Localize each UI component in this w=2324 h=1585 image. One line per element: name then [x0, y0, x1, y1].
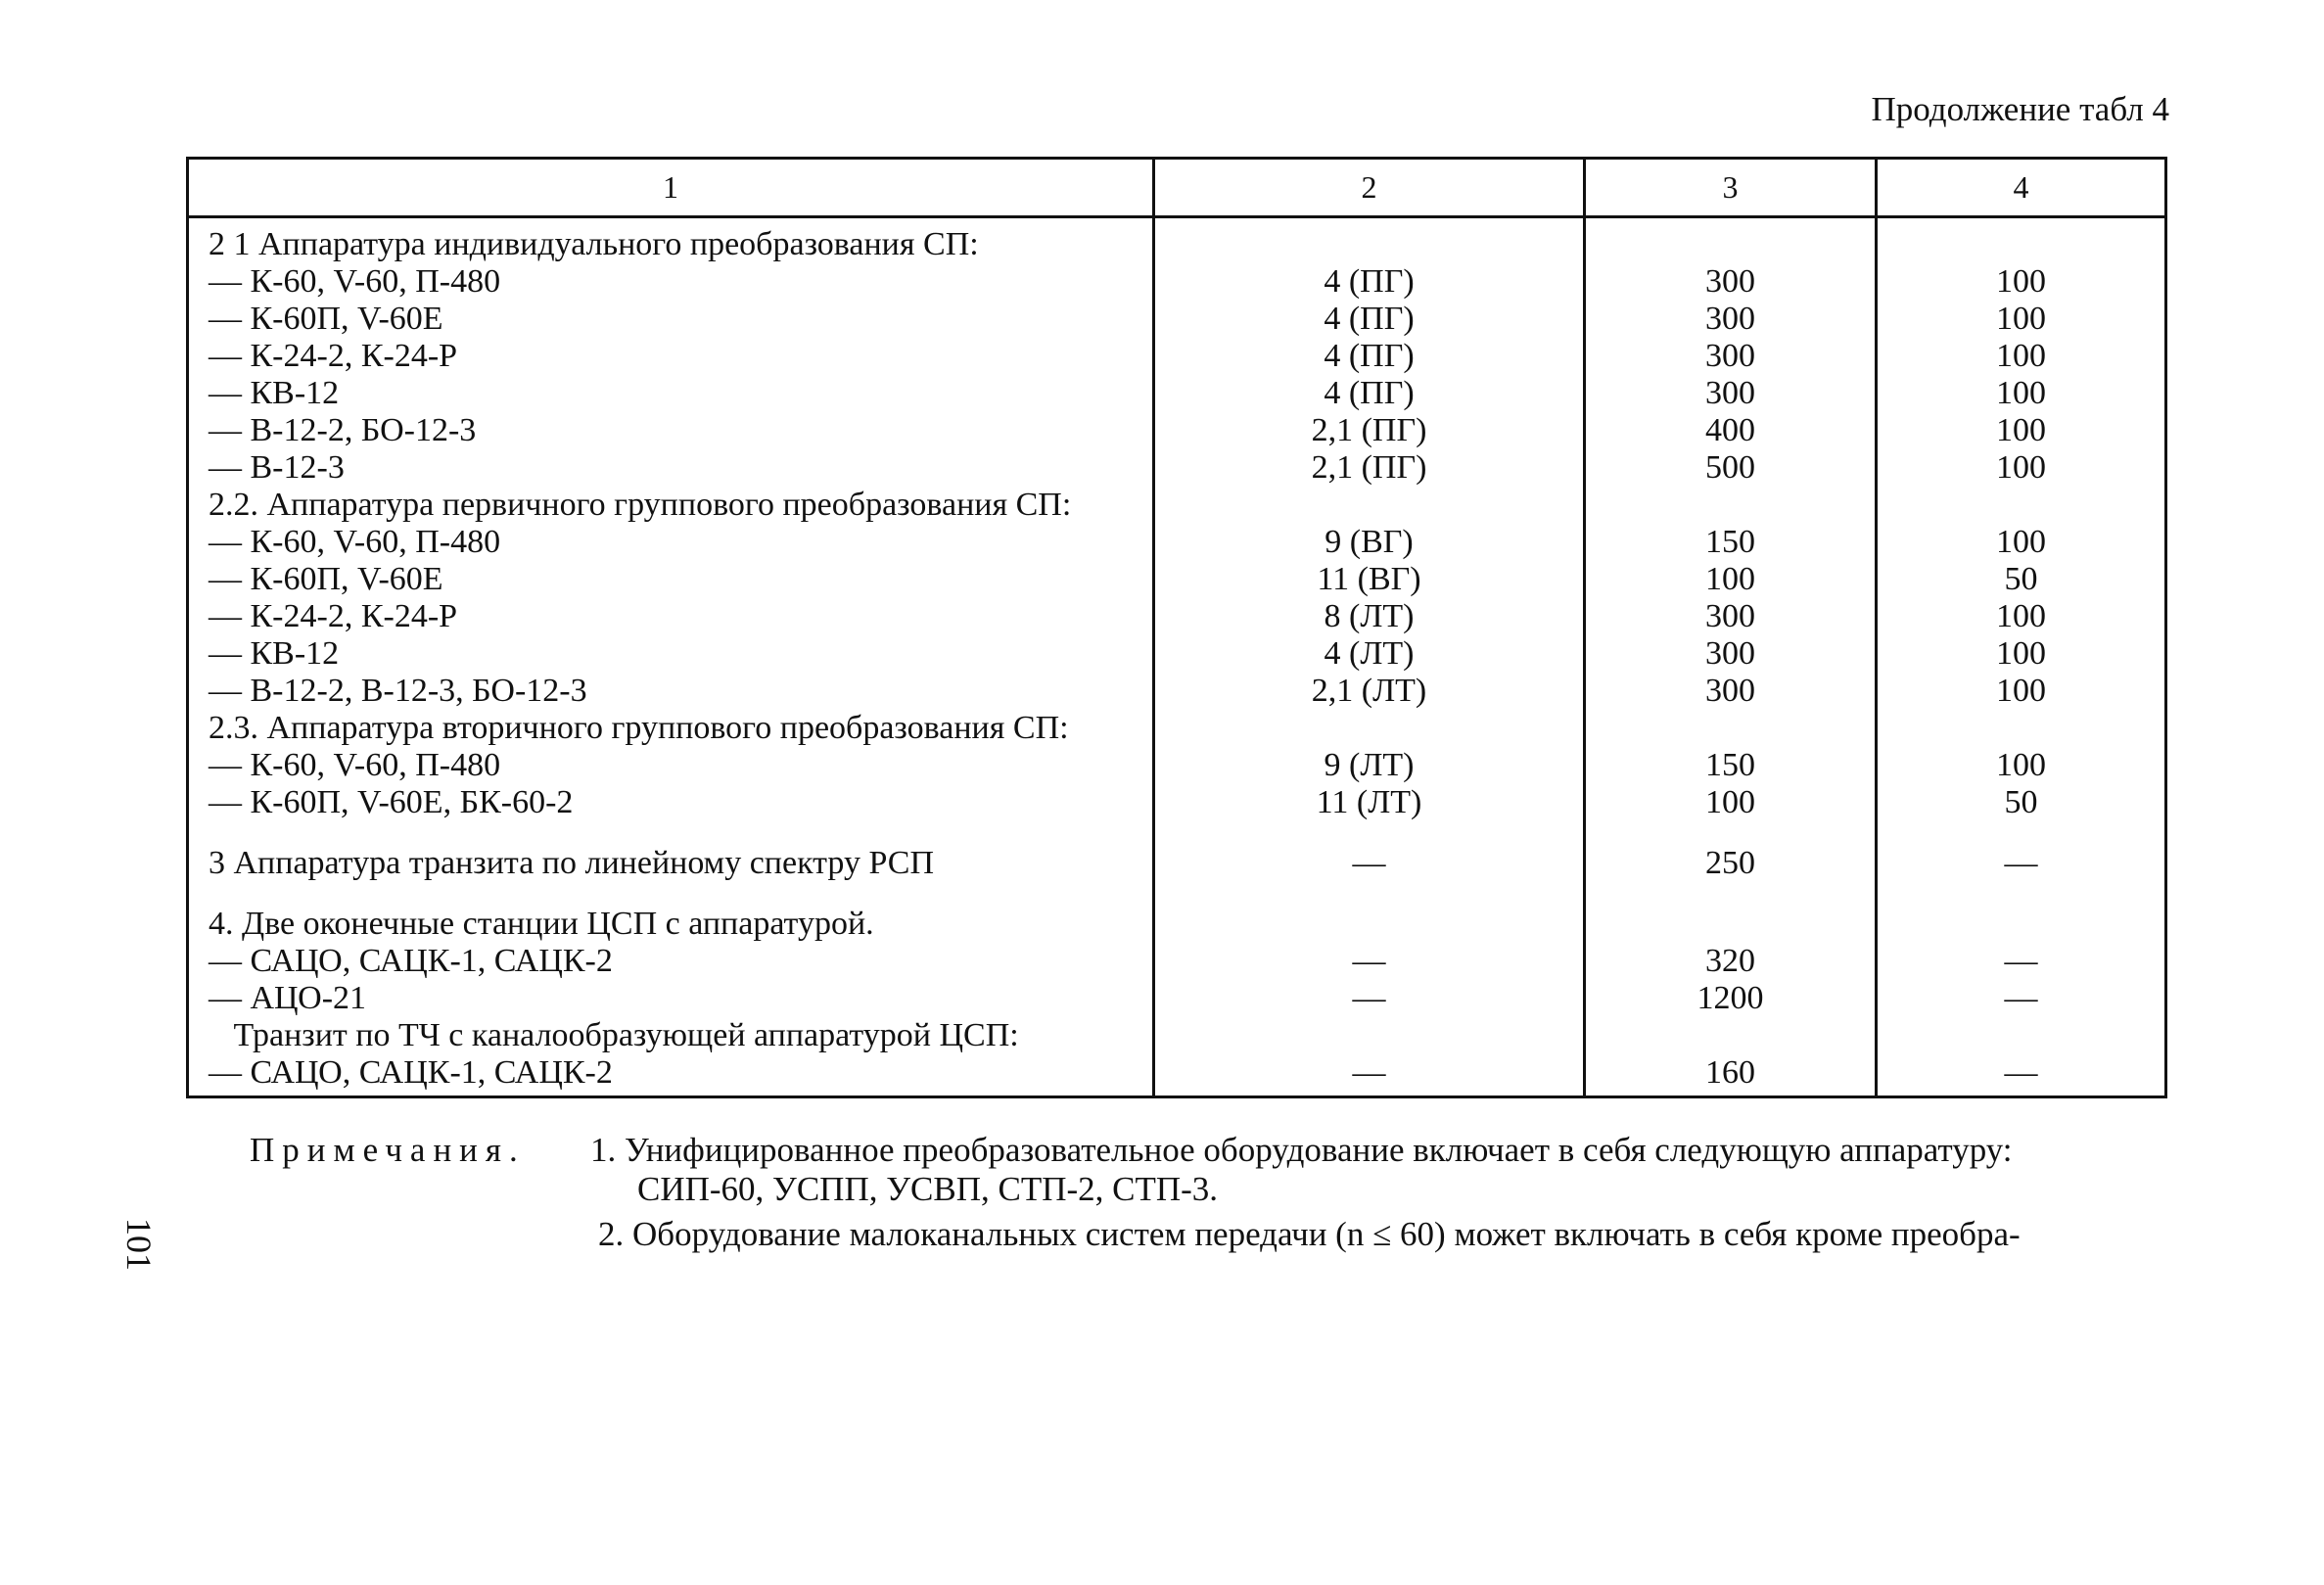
- row-value-2: 11 (ЛТ): [1316, 784, 1422, 820]
- table-row: [189, 487, 2164, 524]
- notes-label: Примечания.: [250, 1131, 526, 1169]
- row-value-2: —: [1352, 1054, 1386, 1091]
- row-value-4: 100: [1996, 598, 2046, 634]
- row-label: — К-60, V-60, П-480: [209, 263, 501, 300]
- row-label: — САЦО, САЦК-1, САЦК-2: [209, 1054, 613, 1091]
- table-row: [189, 845, 2164, 882]
- row-value-4: 100: [1996, 635, 2046, 672]
- table-row: [189, 449, 2164, 487]
- table-row: [189, 338, 2164, 375]
- row-value-3: 300: [1705, 338, 1755, 374]
- row-value-3: 100: [1705, 784, 1755, 820]
- row-value-3: 250: [1705, 845, 1755, 881]
- table-row: [189, 301, 2164, 338]
- row-value-4: —: [2004, 1054, 2038, 1091]
- table-row: [189, 784, 2164, 821]
- row-value-4: 100: [1996, 263, 2046, 300]
- column-header-1: 1: [663, 169, 678, 205]
- row-value-3: 300: [1705, 301, 1755, 337]
- column-header-3: 3: [1722, 169, 1739, 205]
- table-row: [189, 1017, 2164, 1054]
- note-1: 1. Унифицированное преобразовательное оборудование включает в себя следующую аппаратуру:: [590, 1131, 2013, 1169]
- row-value-3: 300: [1705, 598, 1755, 634]
- row-label: 2.3. Аппаратура вторичного группового преобразования СП:: [209, 710, 1069, 746]
- row-label: Транзит по ТЧ с каналообразующей аппаратурой ЦСП:: [209, 1017, 1019, 1053]
- data-table: [186, 157, 2167, 1098]
- row-label: — К-60П, V-60Е, БК-60-2: [209, 784, 574, 820]
- note-1-continuation: СИП-60, УСПП, УСВП, СТП-2, СТП-3.: [637, 1170, 1219, 1208]
- table-row: [189, 561, 2164, 598]
- row-value-2: 4 (ПГ): [1324, 375, 1415, 411]
- row-value-3: 100: [1705, 561, 1755, 597]
- row-value-3: 300: [1705, 635, 1755, 672]
- table-row: [189, 906, 2164, 943]
- row-value-4: —: [2004, 845, 2038, 881]
- row-value-4: 100: [1996, 375, 2046, 411]
- row-label: 2.2. Аппаратура первичного группового преобразования СП:: [209, 487, 1072, 523]
- row-value-3: 1200: [1697, 980, 1764, 1016]
- row-value-4: 100: [1996, 673, 2046, 709]
- row-label: 2 1 Аппаратура индивидуального преобразования СП:: [209, 226, 979, 262]
- row-value-2: 4 (ЛТ): [1324, 635, 1415, 672]
- row-value-3: 300: [1705, 673, 1755, 709]
- row-value-2: —: [1352, 980, 1386, 1016]
- table-row: [189, 263, 2164, 301]
- table-row: [189, 943, 2164, 980]
- row-label: — В-12-2, В-12-3, БО-12-3: [209, 673, 587, 709]
- row-value-3: 400: [1705, 412, 1755, 448]
- table-row: [189, 412, 2164, 449]
- row-value-3: 150: [1705, 524, 1755, 560]
- column-header-4: 4: [2013, 169, 2029, 205]
- table-row: [189, 524, 2164, 561]
- row-value-3: 160: [1705, 1054, 1755, 1091]
- row-value-3: 300: [1705, 375, 1755, 411]
- row-value-4: 100: [1996, 301, 2046, 337]
- note-2: 2. Оборудование малоканальных систем передачи (n ≤ 60) может включать в себя кроме преобра-: [598, 1215, 2021, 1253]
- row-value-4: —: [2004, 980, 2038, 1016]
- row-label: — К-60П, V-60Е: [209, 301, 443, 337]
- row-label: — КВ-12: [209, 375, 340, 411]
- row-label: — К-24-2, К-24-Р: [209, 598, 458, 634]
- row-label: 3 Аппаратура транзита по линейному спектру РСП: [209, 845, 935, 881]
- row-label: — В-12-3: [209, 449, 345, 486]
- table-row: [189, 710, 2164, 747]
- table-row: [189, 673, 2164, 710]
- row-value-4: —: [2004, 943, 2038, 979]
- row-label: — К-60П, V-60Е: [209, 561, 443, 597]
- row-value-4: 100: [1996, 524, 2046, 560]
- table-row: [189, 635, 2164, 673]
- row-label: — САЦО, САЦК-1, САЦК-2: [209, 943, 613, 979]
- row-value-2: 2,1 (ЛТ): [1311, 673, 1427, 709]
- page-number: 101: [119, 1218, 159, 1271]
- row-value-4: 50: [2004, 561, 2038, 597]
- column-header-2: 2: [1361, 169, 1377, 205]
- row-value-2: 9 (ЛТ): [1324, 747, 1415, 783]
- table-row: [189, 375, 2164, 412]
- row-value-3: 320: [1705, 943, 1755, 979]
- row-label: — К-60, V-60, П-480: [209, 747, 501, 783]
- table-row: [189, 980, 2164, 1017]
- row-value-2: —: [1352, 845, 1386, 881]
- row-value-2: —: [1352, 943, 1386, 979]
- row-value-3: 150: [1705, 747, 1755, 783]
- row-label: — К-24-2, К-24-Р: [209, 338, 458, 374]
- row-value-4: 100: [1996, 747, 2046, 783]
- table-row: [189, 747, 2164, 784]
- row-value-2: 8 (ЛТ): [1324, 598, 1415, 634]
- row-value-2: 11 (ВГ): [1317, 561, 1421, 597]
- row-value-2: 4 (ПГ): [1324, 263, 1415, 300]
- row-label: — К-60, V-60, П-480: [209, 524, 501, 560]
- row-value-2: 4 (ПГ): [1324, 338, 1415, 374]
- table-row: [189, 1054, 2164, 1092]
- row-label: — АЦО-21: [209, 980, 367, 1016]
- row-value-2: 2,1 (ПГ): [1311, 412, 1427, 448]
- row-value-3: 300: [1705, 263, 1755, 300]
- row-value-4: 100: [1996, 338, 2046, 374]
- row-label: — В-12-2, БО-12-3: [209, 412, 477, 448]
- row-value-2: 4 (ПГ): [1324, 301, 1415, 337]
- table-row: [189, 598, 2164, 635]
- row-value-3: 500: [1705, 449, 1755, 486]
- row-value-2: 2,1 (ПГ): [1311, 449, 1427, 486]
- row-value-2: 9 (ВГ): [1325, 524, 1414, 560]
- table-caption: Продолжение табл 4: [1871, 90, 2169, 128]
- table-row: [189, 226, 2164, 263]
- row-value-4: 100: [1996, 449, 2046, 486]
- row-label: 4. Две оконечные станции ЦСП с аппаратурой.: [209, 906, 874, 942]
- row-value-4: 100: [1996, 412, 2046, 448]
- row-label: — КВ-12: [209, 635, 340, 672]
- header-divider: [189, 215, 2164, 218]
- row-value-4: 50: [2004, 784, 2038, 820]
